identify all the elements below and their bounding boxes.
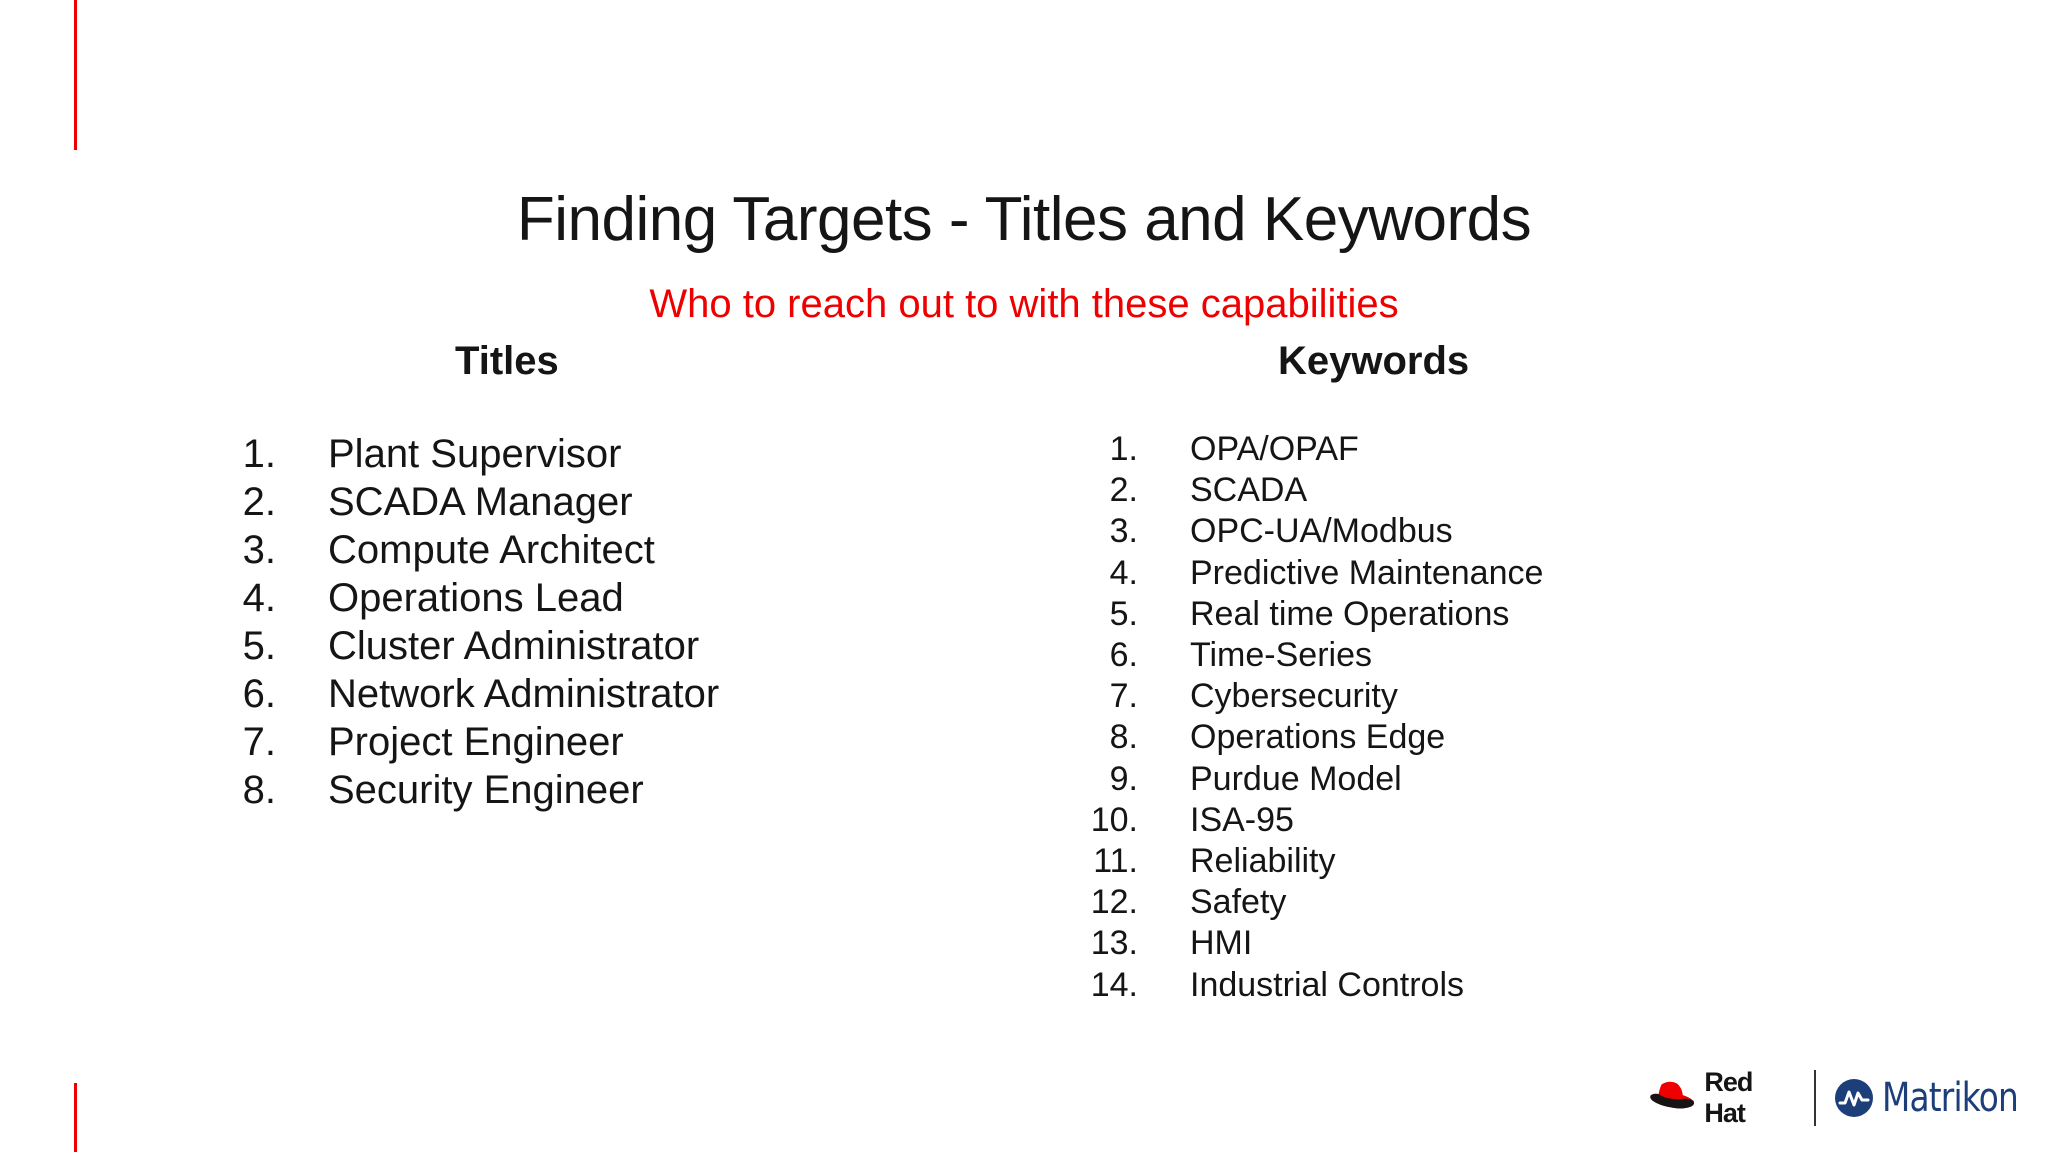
list-text: Cybersecurity	[1190, 677, 1398, 716]
matrikon-wordmark: Matrikon	[1882, 1075, 2019, 1121]
list-item	[1090, 841, 1543, 882]
list-text: OPA/OPAF	[1190, 430, 1359, 469]
list-number: 4.	[1109, 553, 1138, 592]
list-text: Purdue Model	[1190, 759, 1402, 798]
list-text: Safety	[1190, 883, 1287, 922]
list-text: HMI	[1190, 924, 1253, 963]
list-item	[220, 718, 719, 766]
list-number: 6.	[1109, 636, 1138, 675]
list-item	[1090, 429, 1543, 470]
list-item	[220, 430, 719, 478]
list-number: 7.	[1109, 677, 1138, 716]
list-item	[1090, 635, 1543, 676]
list-item	[1090, 882, 1543, 923]
list-text: Reliability	[1190, 841, 1336, 880]
list-number: 3.	[1109, 512, 1138, 551]
titles-heading: Titles	[455, 339, 559, 383]
top-accent-bar	[74, 0, 77, 150]
list-text: Operations Edge	[1190, 718, 1446, 757]
list-number: 12.	[1090, 883, 1138, 922]
list-item	[220, 622, 719, 670]
list-number: 9.	[1109, 759, 1138, 798]
list-text: Real time Operations	[1190, 594, 1510, 633]
list-item	[220, 478, 719, 526]
list-item	[1090, 511, 1543, 552]
list-number: 4.	[242, 575, 276, 620]
list-item	[1090, 470, 1543, 511]
list-item	[220, 670, 719, 718]
list-number: 5.	[242, 623, 276, 668]
list-item	[1090, 594, 1543, 635]
titles-list	[220, 430, 719, 814]
list-number: 10.	[1090, 800, 1138, 839]
list-number: 7.	[242, 719, 276, 764]
list-text: Network Administrator	[328, 671, 720, 716]
list-item	[1090, 964, 1543, 1005]
list-text: ISA-95	[1190, 800, 1294, 839]
list-number: 2.	[1109, 471, 1138, 510]
matrikon-icon	[1834, 1078, 1874, 1118]
list-number: 6.	[242, 671, 276, 716]
list-item	[220, 766, 719, 814]
list-text: Time-Series	[1190, 636, 1372, 675]
list-text: Security Engineer	[328, 767, 644, 812]
logo-divider	[1814, 1070, 1816, 1126]
list-text: Industrial Controls	[1190, 965, 1465, 1004]
list-number: 11.	[1093, 841, 1138, 880]
list-text: Plant Supervisor	[328, 431, 622, 476]
list-item	[1090, 800, 1543, 841]
footer-logos	[1648, 1063, 2048, 1133]
red-hat-logo	[1648, 1067, 1796, 1129]
list-number: 8.	[1109, 718, 1138, 757]
list-item	[220, 526, 719, 574]
list-number: 2.	[242, 479, 276, 524]
list-text: Operations Lead	[328, 575, 624, 620]
list-item	[1090, 717, 1543, 758]
slide-subtitle: Who to reach out to with these capabilities	[649, 282, 1399, 326]
list-text: Predictive Maintenance	[1190, 553, 1544, 592]
slide-title: Finding Targets - Titles and Keywords	[516, 185, 1532, 254]
list-number: 1.	[1109, 430, 1138, 469]
list-number: 14.	[1090, 965, 1138, 1004]
bottom-accent-bar	[74, 1083, 77, 1152]
list-item	[1090, 923, 1543, 964]
list-number: 1.	[242, 431, 276, 476]
list-text: Project Engineer	[328, 719, 624, 764]
red-hat-wordmark: Red Hat	[1704, 1067, 1753, 1128]
list-number: 3.	[242, 527, 276, 572]
list-number: 5.	[1109, 594, 1138, 633]
list-item	[220, 574, 719, 622]
list-number: 13.	[1090, 924, 1138, 963]
list-text: SCADA Manager	[328, 479, 633, 524]
keywords-list	[1090, 429, 1543, 1006]
list-item	[1090, 553, 1543, 594]
list-text: Cluster Administrator	[328, 623, 700, 668]
list-text: Compute Architect	[328, 527, 655, 572]
list-item	[1090, 759, 1543, 800]
matrikon-logo	[1834, 1075, 2048, 1121]
list-text: OPC-UA/Modbus	[1190, 512, 1453, 551]
list-text: SCADA	[1190, 471, 1308, 510]
keywords-heading: Keywords	[1278, 339, 1470, 383]
red-hat-icon	[1648, 1078, 1696, 1118]
list-number: 8.	[242, 767, 276, 812]
list-item	[1090, 676, 1543, 717]
